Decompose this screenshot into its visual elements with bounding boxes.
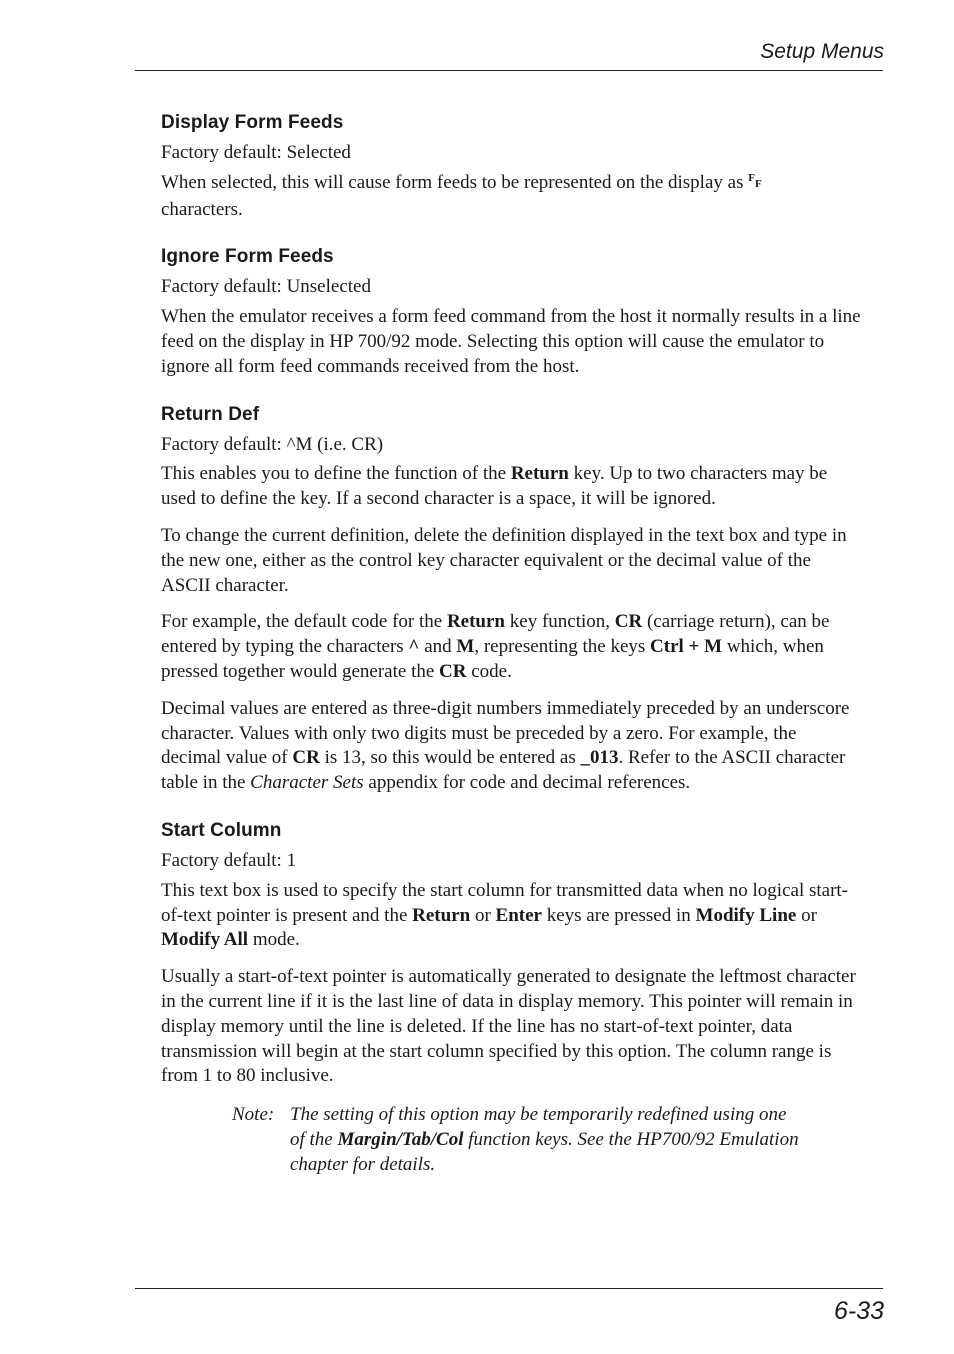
text-run: Decimal values are entered as three-digit numbers immediately preceded by an underscore character. Values with only two digits must be preceded by a zero. For example, the decimal value of [161, 697, 850, 769]
text-run: (carriage return), can be entered by typing the characters [161, 611, 830, 658]
text-run: This text box is used to specify the start column for transmitted data when no logical start-of-text pointer is present and the [161, 879, 849, 926]
page-number: 6-33 [833, 1297, 884, 1325]
note-text: function keys. See the HP700/92 Emulation chapter for details. [290, 1128, 799, 1175]
factory-default-ignore-form-feeds: Factory default: Unselected [161, 276, 371, 298]
bold-run: Return [446, 611, 506, 633]
bold-run: _013 [580, 747, 619, 769]
paragraph-return-def-1 [161, 462, 861, 512]
footer-rule [135, 1288, 883, 1289]
text-run: This enables you to define the function of the [161, 463, 511, 485]
form-feed-symbol [748, 171, 762, 191]
bold-run: CR [614, 611, 643, 633]
bold-run: CR [439, 660, 467, 682]
bold-run: Ctrl + M [650, 636, 723, 658]
section-heading-ignore-form-feeds: Ignore Form Feeds [161, 246, 334, 268]
section-heading-display-form-feeds: Display Form Feeds [161, 112, 344, 133]
bold-run: ^ [408, 636, 420, 658]
paragraph-display-form-feeds [161, 171, 861, 223]
bold-run: Margin/Tab/Col [337, 1128, 464, 1150]
text-run: , representing the keys [474, 636, 651, 658]
form-feed-symbol-lower: F [754, 177, 762, 190]
form-feed-symbol-upper: F [748, 171, 755, 184]
running-header: Setup Menus [760, 40, 884, 63]
note-block [232, 1103, 800, 1177]
text-run: or [470, 904, 496, 926]
paragraph-return-def-4 [161, 697, 861, 796]
text-run: which, when pressed together would generate the [161, 636, 824, 682]
text-run: code. [466, 660, 512, 682]
bold-run: CR [292, 747, 320, 769]
text-run: is 13, so this would be entered as [319, 747, 581, 769]
bold-run: Return [412, 904, 471, 926]
bold-run: Return [510, 463, 569, 485]
header-rule [135, 70, 883, 71]
paragraph-return-def-2: To change the current definition, delete the definition displayed in the text box and type in the new one, either as the control key character equivalent or the decimal value of the ASCII character. [161, 524, 847, 596]
bold-run: Enter [495, 904, 542, 926]
text-run: For example, the default code for the [161, 611, 447, 633]
text-run: key. Up to two characters may be used to define the key. If a second character is a space, it will be ignored. [161, 463, 828, 510]
paragraph-start-column-2: Usually a start-of-text pointer is automatically generated to designate the leftmost character in the current line if it is the last line of data in display memory. This pointer will remain in display memory until the line is deleted. If the line has no start-of-text pointer, data transmission will begin at the start column specified by this option. The column range is from 1 to 80 inclusive. [161, 966, 856, 1087]
text-run: or [796, 904, 817, 926]
text-run: keys are pressed in [541, 904, 696, 926]
factory-default-start-column: Factory default: 1 [161, 849, 297, 871]
bold-run: Modify Line [695, 904, 797, 926]
paragraph-start-column-1 [161, 879, 861, 953]
note-label: Note: [232, 1104, 275, 1126]
bold-run: Modify All [161, 929, 249, 951]
page-content [161, 112, 861, 1178]
italic-run: Character Sets [250, 772, 364, 794]
text-run: characters. [161, 198, 243, 220]
paragraph-ignore-form-feeds: When the emulator receives a form feed command from the host it normally results in a line feed on the display in HP 700/92 mode. Selecting this option will cause the emulator to ignore all form feed commands received from the host. [161, 306, 861, 377]
bold-run: M [456, 636, 475, 658]
section-heading-return-def: Return Def [161, 403, 260, 425]
text-run: mode. [248, 929, 300, 951]
text-run: appendix for code and decimal references. [363, 772, 691, 794]
factory-default-display-form-feeds: Factory default: Selected [161, 142, 351, 163]
text-run: When selected, this will cause form feeds to be represented on the display as [161, 171, 744, 193]
text-run: . Refer to the ASCII character table in the [161, 747, 846, 794]
factory-default-return-def: Factory default: ^M (i.e. CR) [161, 433, 384, 455]
paragraph-return-def-3 [161, 610, 861, 684]
text-run: key function, [505, 611, 615, 633]
text-run: and [419, 636, 457, 658]
section-heading-start-column: Start Column [161, 819, 282, 841]
note-text: The setting of this option may be temporarily redefined using one of the [290, 1104, 787, 1150]
